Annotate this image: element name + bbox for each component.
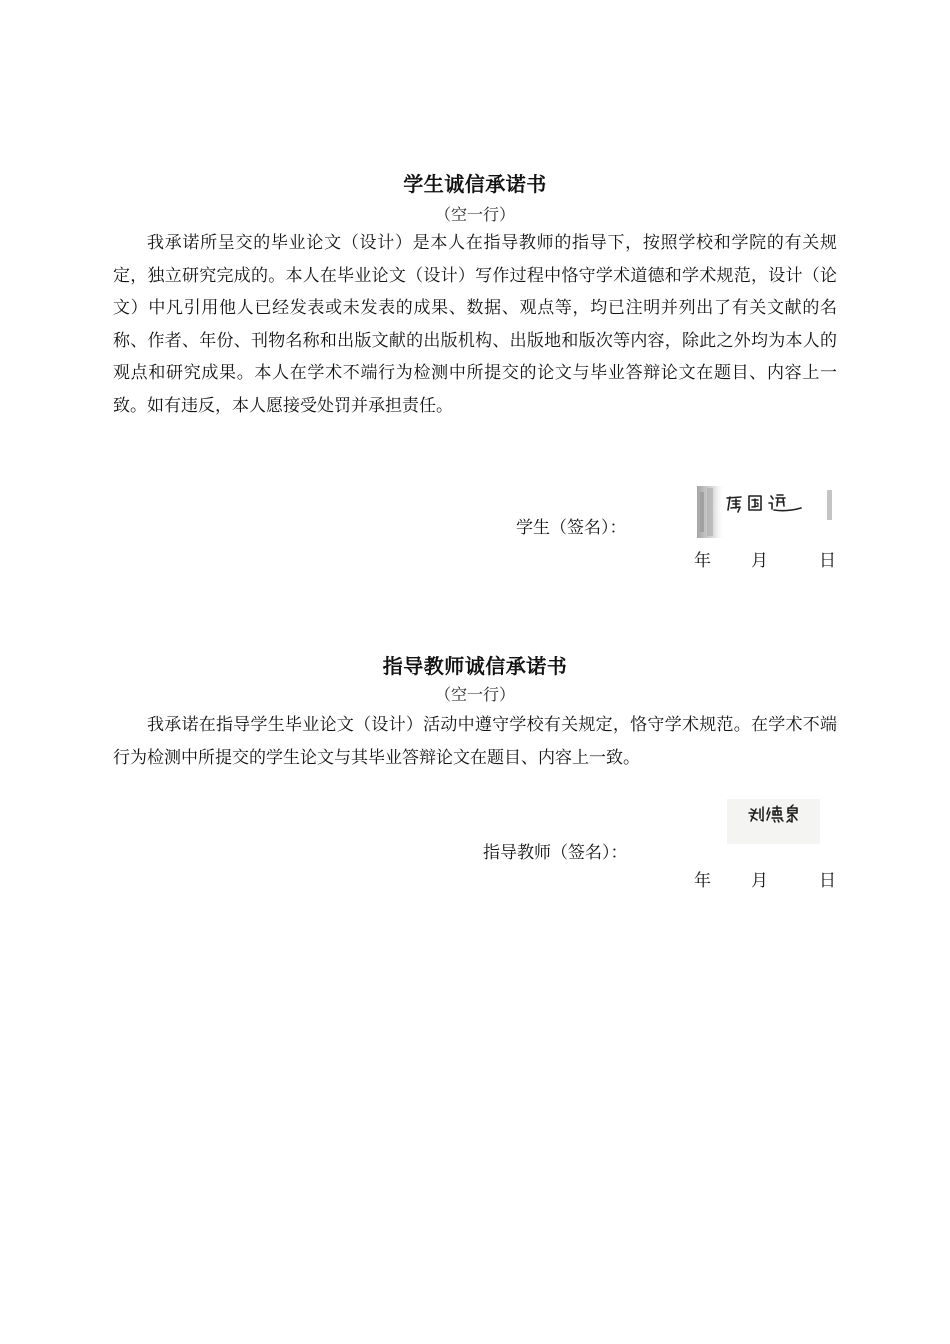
student-date-year: 年	[694, 551, 711, 571]
student-date-month: 月	[751, 551, 768, 571]
student-pledge-title: 学生诚信承诺书	[403, 172, 547, 196]
student-date-row	[694, 546, 844, 570]
advisor-date-month: 月	[751, 871, 768, 891]
student-signature	[697, 486, 835, 538]
advisor-signature	[727, 799, 820, 844]
advisor-sign-label: 指导教师（签名）：	[483, 843, 628, 863]
advisor-pledge-spacer: （空一行）	[434, 685, 515, 704]
advisor-signature-scan	[727, 799, 820, 844]
advisor-date-day: 日	[819, 871, 836, 891]
advisor-pledge-body: 我承诺在指导学生毕业论文（设计）活动中遵守学校有关规定，恪守学术规范。在学术不端行为检测中所提交的学生论文与其毕业答辩论文在题目、内容上一致。	[113, 715, 837, 768]
student-pledge-body: 我承诺所呈交的毕业论文（设计）是本人在指导教师的指导下，按照学校和学院的有关规定，独立研究完成的。本人在毕业论文（设计）写作过程中恪守学术道德和学术规范，设计（论文）中凡引用他人已经发表或未发表的成果、数据、观点等，均已注明并列出了有关文献的名称、作者、年份、刊物名称和出版文献的出版机构、出版地和版次等内容，除此之外均为本人的观点和研究成果。本人在学术不端行为检测中所提交的论文与毕业答辩论文在题目、内容上一致。如有违反，本人愿接受处罚并承担责任。	[113, 233, 837, 416]
advisor-date-row	[694, 866, 844, 890]
student-sign-label: 学生（签名）：	[516, 518, 627, 538]
student-date-day: 日	[819, 551, 836, 571]
student-signature-scan	[697, 486, 835, 538]
advisor-date-year: 年	[694, 871, 711, 891]
student-pledge-spacer: （空一行）	[434, 205, 515, 224]
advisor-pledge-title: 指导教师诚信承诺书	[382, 654, 568, 678]
